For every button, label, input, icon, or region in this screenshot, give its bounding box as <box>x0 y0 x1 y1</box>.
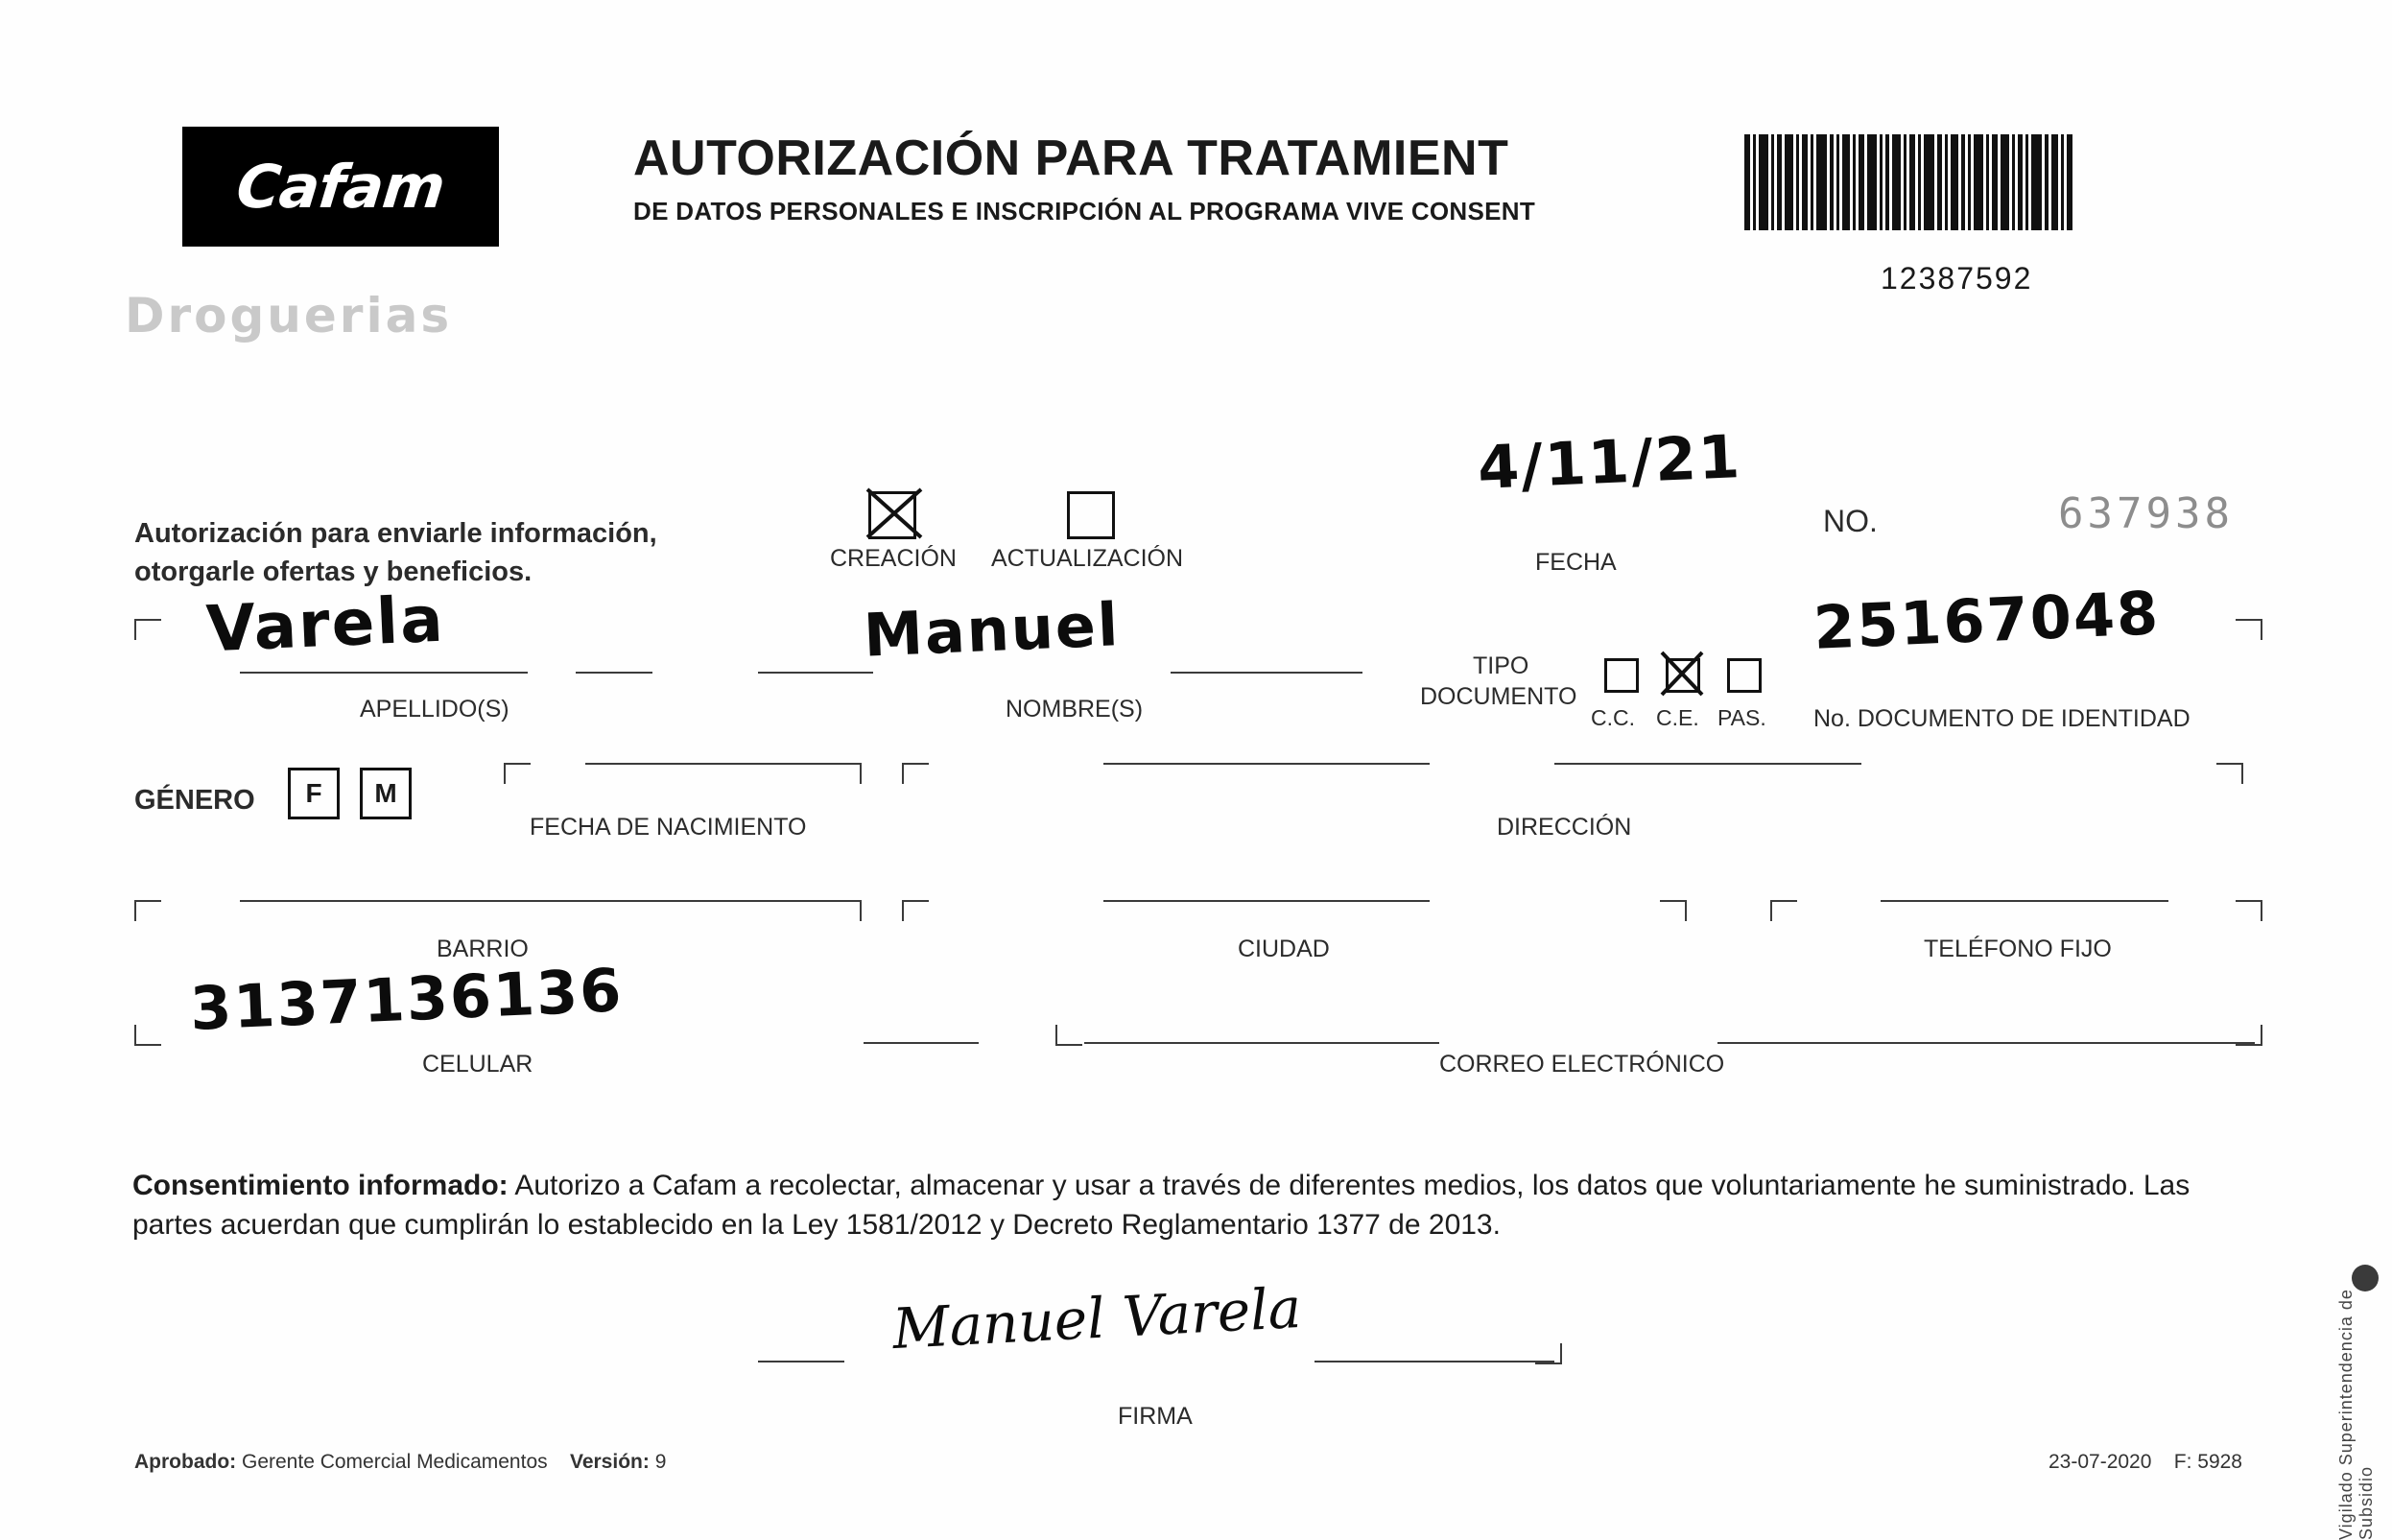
authorization-line-1: Autorización para enviarle información, <box>134 518 657 549</box>
label-actualizacion: ACTUALIZACIÓN <box>991 545 1184 572</box>
field-corner <box>1770 900 1797 921</box>
label-cc: C.C. <box>1591 705 1635 730</box>
cafam-logo <box>182 127 499 247</box>
checkbox-cc[interactable] <box>1604 658 1639 693</box>
label-ce: C.E. <box>1656 705 1699 730</box>
label-fecha: FECHA <box>1535 549 1617 576</box>
nombre-rule-2 <box>1171 672 1362 674</box>
field-corner <box>902 763 929 784</box>
ciudad-rule <box>1103 900 1430 902</box>
checkbox-pas[interactable] <box>1727 658 1762 693</box>
document-subtitle: DE DATOS PERSONALES E INSCRIPCIÓN AL PROGRAMA VIVE CONSENT <box>633 197 1536 225</box>
label-tipo-documento-2: DOCUMENTO <box>1420 683 1577 710</box>
document-title: AUTORIZACIÓN PARA TRATAMIENT <box>633 130 1509 186</box>
field-corner <box>134 619 161 640</box>
footer-version-key: Versión: <box>569 1451 650 1473</box>
field-corner <box>835 763 862 784</box>
apellido-value: Varela <box>204 581 447 667</box>
nombre-rule-1 <box>758 672 873 674</box>
footer-code: F: 5928 <box>2173 1451 2242 1473</box>
celular-value: 3137136136 <box>188 955 625 1044</box>
cafam-logo-text: Cafam <box>233 152 448 222</box>
documento-value: 25167048 <box>1812 578 2162 663</box>
field-corner <box>2236 1025 2262 1046</box>
nombre-value: Manuel <box>862 589 1122 671</box>
ce-check-mark <box>1656 645 1712 702</box>
firma-signature: Manuel Varela <box>890 1274 1303 1362</box>
footer-aprobado-value: Gerente Comercial Medicamentos <box>242 1451 548 1473</box>
label-telefono-fijo: TELÉFONO FIJO <box>1924 936 2112 962</box>
label-documento: No. DOCUMENTO DE IDENTIDAD <box>1813 705 2191 732</box>
apellido-rule <box>240 672 528 674</box>
droguerias-subbrand: Droguerias <box>125 288 453 344</box>
label-genero: GÉNERO <box>134 785 255 816</box>
genero-f-box[interactable]: F <box>288 768 340 819</box>
footer-side-text: Vigilado Superintendencia de Subsidio <box>2336 1289 2376 1540</box>
field-corner <box>1055 1025 1082 1046</box>
authorization-line-2: otorgarle ofertas y beneficios. <box>134 557 533 587</box>
label-direccion: DIRECCIÓN <box>1497 814 1632 841</box>
field-corner <box>134 900 161 921</box>
field-corner <box>2236 619 2262 640</box>
footer-right <box>2049 1451 2242 1474</box>
creacion-check-mark <box>862 480 929 547</box>
consent-paragraph <box>132 1166 2262 1245</box>
label-celular: CELULAR <box>422 1051 533 1078</box>
field-corner <box>2236 900 2262 921</box>
label-tipo-documento-1: TIPO <box>1473 652 1529 679</box>
celular-rule <box>864 1042 979 1044</box>
label-creacion: CREACIÓN <box>830 545 957 572</box>
field-corner <box>835 900 862 921</box>
label-barrio: BARRIO <box>437 936 529 962</box>
genero-m-box[interactable]: M <box>360 768 412 819</box>
fecha-value: 4/11/21 <box>1476 421 1743 503</box>
field-corner <box>504 763 531 784</box>
field-corner <box>1660 900 1687 921</box>
label-firma: FIRMA <box>1118 1403 1193 1430</box>
consent-body: Autorizo a Cafam a recolectar, almacenar y usar a través de diferentes medios, los datos que voluntariamente he suministrado. Las partes acuerdan que cumplirán lo establecido en la Ley 1581/2012 y Decreto Reglamentario 1377 de 2013. <box>132 1170 2191 1242</box>
footer-version-value: 9 <box>654 1451 667 1473</box>
fecha-nacimiento-rule <box>585 763 854 765</box>
direccion-rule-2 <box>1554 763 1861 765</box>
correo-rule-2 <box>1717 1042 2255 1044</box>
label-nombre: NOMBRE(S) <box>1006 696 1144 723</box>
footer-date: 23-07-2020 <box>2049 1451 2152 1473</box>
telefono-rule <box>1881 900 2168 902</box>
firma-rule-right <box>1314 1361 1554 1362</box>
label-form-number: NO. <box>1823 504 1878 538</box>
correo-rule-1 <box>1084 1042 1439 1044</box>
label-apellido: APELLIDO(S) <box>360 696 509 723</box>
direccion-rule-1 <box>1103 763 1430 765</box>
field-corner <box>134 1025 161 1046</box>
barrio-rule <box>240 900 854 902</box>
label-pas: PAS. <box>1717 705 1766 730</box>
apellido-rule-2 <box>576 672 652 674</box>
footer-aprobado-key: Aprobado: <box>134 1451 237 1473</box>
consent-heading: Consentimiento informado: <box>132 1170 509 1201</box>
barcode-number: 12387592 <box>1881 261 2033 296</box>
barcode <box>1744 134 2167 230</box>
field-corner <box>2216 763 2243 784</box>
label-correo: CORREO ELECTRÓNICO <box>1439 1051 1725 1078</box>
checkbox-actualizacion[interactable] <box>1067 491 1115 539</box>
form-number-value: 637938 <box>2058 489 2234 538</box>
field-corner <box>902 900 929 921</box>
label-ciudad: CIUDAD <box>1238 936 1330 962</box>
label-fecha-nacimiento: FECHA DE NACIMIENTO <box>530 814 807 841</box>
firma-rule-left <box>758 1361 844 1362</box>
field-corner <box>1535 1343 1562 1364</box>
footer-left <box>134 1451 666 1474</box>
